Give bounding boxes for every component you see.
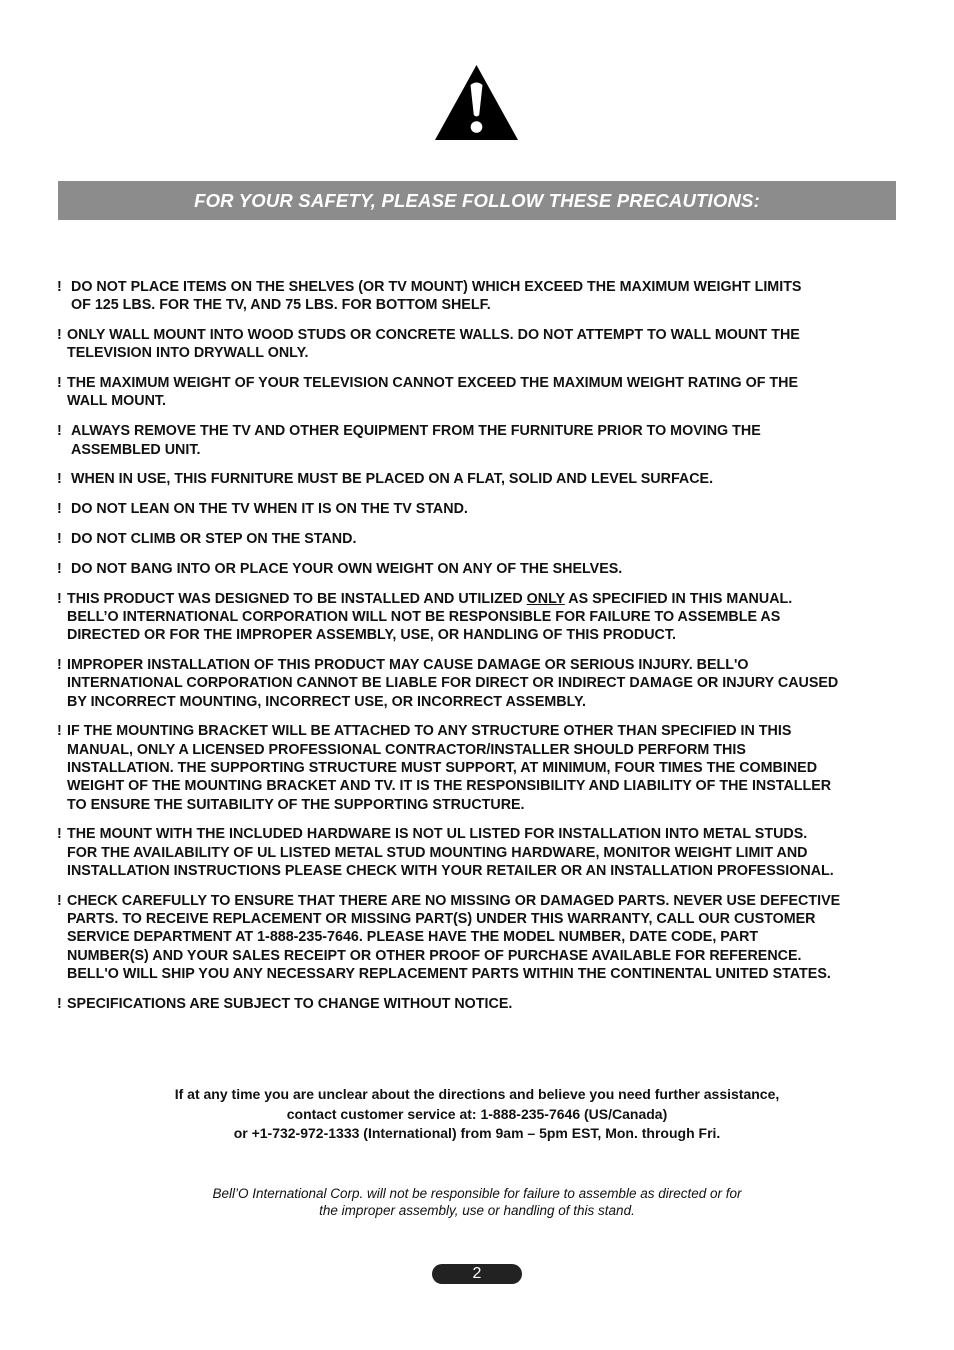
exclamation-bullet: ! [57, 826, 62, 843]
assistance-line: If at any time you are unclear about the directions and believe you need further assistance, [174, 1086, 780, 1102]
precaution-line: PARTS. TO RECEIVE REPLACEMENT OR MISSING PART(S) UNDER THIS WARRANTY, CALL OUR CUSTOMER [67, 911, 816, 928]
precaution-line: ASSEMBLED UNIT. [71, 441, 201, 458]
precaution-item [57, 326, 902, 363]
precaution-line [67, 590, 902, 608]
precaution-line: DIRECTED OR FOR THE IMPROPER ASSEMBLY, USE, OR HANDLING OF THIS PRODUCT. [67, 627, 676, 644]
precaution-line: SPECIFICATIONS ARE SUBJECT TO CHANGE WITHOUT NOTICE. [67, 995, 513, 1012]
exclamation-bullet: ! [57, 327, 62, 344]
precaution-item [57, 470, 902, 488]
precaution-line: BELL’O INTERNATIONAL CORPORATION WILL NOT BE RESPONSIBLE FOR FAILURE TO ASSEMBLE AS [67, 608, 781, 625]
precaution-line: OF 125 LBS. FOR THE TV, AND 75 LBS. FOR BOTTOM SHELF. [71, 297, 491, 314]
precaution-line: DO NOT PLACE ITEMS ON THE SHELVES (OR TV MOUNT) WHICH EXCEED THE MAXIMUM WEIGHT LIMITS [71, 279, 802, 295]
precaution-item [57, 825, 902, 880]
precaution-item [57, 374, 902, 411]
exclamation-bullet: ! [57, 995, 62, 1012]
assistance-line: or +1-732-972-1333 (International) from 9am – 5pm EST, Mon. through Fri. [233, 1125, 721, 1141]
precaution-line: WHEN IN USE, THIS FURNITURE MUST BE PLACED ON A FLAT, SOLID AND LEVEL SURFACE. [71, 471, 714, 488]
precaution-item [57, 278, 902, 315]
precaution-line: CHECK CAREFULLY TO ENSURE THAT THERE ARE NO MISSING OR DAMAGED PARTS. NEVER USE DEFECTIVE [67, 892, 841, 909]
exclamation-bullet: ! [57, 723, 62, 740]
precaution-item [57, 500, 902, 518]
precaution-line: THE MAXIMUM WEIGHT OF YOUR TELEVISION CANNOT EXCEED THE MAXIMUM WEIGHT RATING OF THE [67, 375, 798, 392]
precaution-line: INSTALLATION. THE SUPPORTING STRUCTURE MUST SUPPORT, AT MINIMUM, FOUR TIMES THE COMBINED [67, 759, 818, 776]
exclamation-bullet: ! [57, 892, 62, 909]
exclamation-bullet: ! [57, 656, 62, 673]
exclamation-bullet: ! [57, 530, 62, 547]
precaution-line: WEIGHT OF THE MOUNTING BRACKET AND TV. IT IS THE RESPONSIBILITY AND LIABILITY OF THE INSTALLER [67, 778, 832, 795]
exclamation-bullet: ! [57, 590, 62, 607]
precaution-line: NUMBER(S) AND YOUR SALES RECEIPT OR OTHER PROOF OF PURCHASE AVAILABLE FOR REFERENCE. [67, 947, 802, 964]
exclamation-bullet: ! [57, 501, 62, 518]
precaution-line: DO NOT CLIMB OR STEP ON THE STAND. [71, 530, 357, 547]
precaution-line: IMPROPER INSTALLATION OF THIS PRODUCT MAY CAUSE DAMAGE OR SERIOUS INJURY. BELL'O [67, 656, 749, 673]
precaution-line: INSTALLATION INSTRUCTIONS PLEASE CHECK WITH YOUR RETAILER OR AN INSTALLATION PROFESSIONAL. [67, 862, 834, 879]
disclaimer [0, 1185, 954, 1219]
precaution-item [57, 722, 902, 813]
precaution-line: BY INCORRECT MOUNTING, INCORRECT USE, OR INCORRECT ASSEMBLY. [67, 693, 586, 710]
precaution-item [57, 892, 902, 983]
precaution-text: THIS PRODUCT WAS DESIGNED TO BE INSTALLED AND UTILIZED [67, 590, 527, 607]
precaution-item [57, 530, 902, 548]
safety-banner [58, 181, 896, 220]
precaution-line: DO NOT BANG INTO OR PLACE YOUR OWN WEIGHT ON ANY OF THE SHELVES. [71, 560, 623, 577]
precaution-line: DO NOT LEAN ON THE TV WHEN IT IS ON THE TV STAND. [71, 501, 468, 518]
precaution-line: IF THE MOUNTING BRACKET WILL BE ATTACHED TO ANY STRUCTURE OTHER THAN SPECIFIED IN THIS [67, 723, 792, 740]
exclamation-bullet: ! [57, 471, 62, 488]
precaution-line: ONLY WALL MOUNT INTO WOOD STUDS OR CONCRETE WALLS. DO NOT ATTEMPT TO WALL MOUNT THE [67, 327, 800, 344]
precautions-list [57, 278, 902, 1025]
precaution-item [57, 560, 902, 578]
disclaimer-line: Bell’O International Corp. will not be responsible for failure to assemble as directed or for [212, 1186, 742, 1201]
exclamation-bullet: ! [57, 279, 62, 295]
precaution-item [57, 656, 902, 711]
precaution-line: SERVICE DEPARTMENT AT 1-888-235-7646. PLEASE HAVE THE MODEL NUMBER, DATE CODE, PART [67, 929, 759, 946]
warning-icon [433, 63, 520, 141]
precaution-item [57, 995, 902, 1013]
precaution-line: TELEVISION INTO DRYWALL ONLY. [67, 345, 309, 362]
assistance-line: contact customer service at: 1-888-235-7646 (US/Canada) [286, 1105, 668, 1122]
page-number [432, 1264, 522, 1284]
precaution-line: THE MOUNT WITH THE INCLUDED HARDWARE IS NOT UL LISTED FOR INSTALLATION INTO METAL STUDS. [67, 826, 808, 843]
disclaimer-line: the improper assembly, use or handling of this stand. [319, 1203, 635, 1218]
banner-title: FOR YOUR SAFETY, PLEASE FOLLOW THESE PRECAUTIONS: [194, 189, 760, 211]
precaution-item [57, 590, 902, 645]
precaution-item [57, 422, 902, 459]
underlined-only-text: ONLY [526, 590, 565, 607]
precaution-line: MANUAL, ONLY A LICENSED PROFESSIONAL CONTRACTOR/INSTALLER SHOULD PERFORM THIS [67, 741, 746, 758]
page-number-text: 2 [472, 1265, 482, 1282]
precaution-line: BELL'O WILL SHIP YOU ANY NECESSARY REPLACEMENT PARTS WITHIN THE CONTINENTAL UNITED STATES. [67, 965, 831, 982]
precaution-line: FOR THE AVAILABILITY OF UL LISTED METAL STUD MOUNTING HARDWARE, MONITOR WEIGHT LIMIT AND [67, 844, 808, 861]
exclamation-bullet: ! [57, 375, 62, 392]
precaution-line: ALWAYS REMOVE THE TV AND OTHER EQUIPMENT FROM THE FURNITURE PRIOR TO MOVING THE [71, 423, 761, 440]
exclamation-bullet: ! [57, 560, 62, 577]
precaution-line: TO ENSURE THE SUITABILITY OF THE SUPPORTING STRUCTURE. [67, 796, 525, 813]
customer-service-notice [0, 1085, 954, 1144]
exclamation-bullet: ! [57, 423, 62, 440]
precaution-line: INTERNATIONAL CORPORATION CANNOT BE LIABLE FOR DIRECT OR INDIRECT DAMAGE OR INJURY CAUSED [67, 675, 839, 692]
precaution-line: WALL MOUNT. [67, 393, 167, 410]
precaution-text: AS SPECIFIED IN THIS MANUAL. [564, 590, 793, 607]
